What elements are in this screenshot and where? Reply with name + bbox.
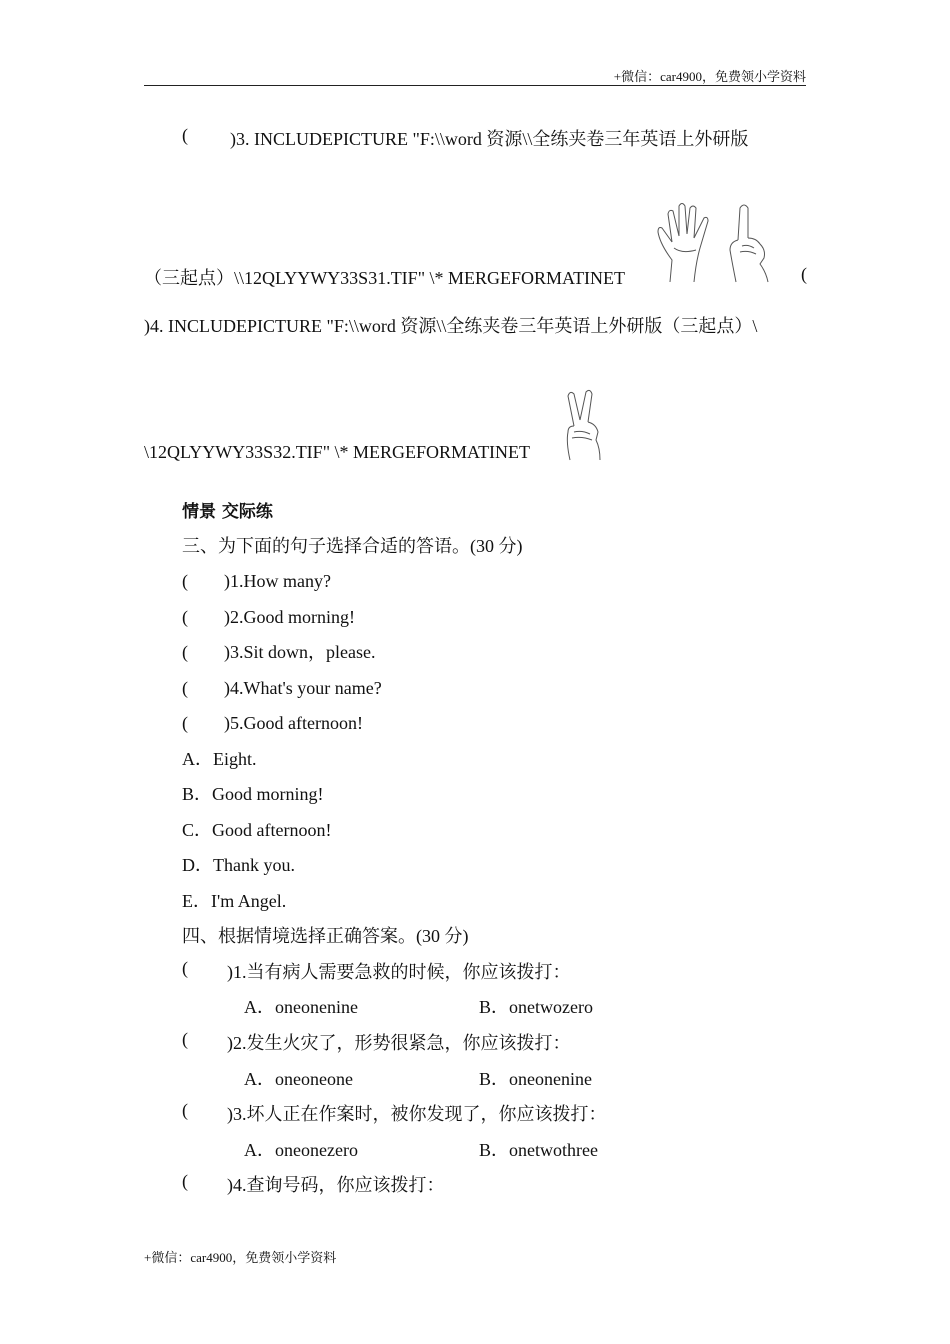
q3-line1: )3. INCLUDEPICTURE "F:\\word 资源\\全练夹卷三年英语上外研版 — [230, 129, 749, 149]
part3-question: ( )5.Good afternoon! — [182, 713, 363, 733]
part4-option-b: B．oneonenine — [479, 1069, 592, 1089]
part3-question: ( )3.Sit down，please. — [182, 642, 376, 662]
part4-heading: 四、根据情境选择正确答案。(30 分) — [182, 926, 469, 946]
part4-paren: ( — [182, 1100, 188, 1120]
part3-answer: C．Good afternoon! — [182, 820, 332, 840]
q4-line1: )4. INCLUDEPICTURE "F:\\word 资源\\全练夹卷三年英语上外研版（三起点）\ — [144, 316, 758, 336]
part4-option-a: A．oneoneone — [244, 1069, 353, 1089]
q3-line2: （三起点）\\12QLYYWY33S31.TIF" \* MERGEFORMATINET — [144, 268, 626, 288]
part3-question: ( )1.How many? — [182, 571, 331, 591]
part3-answer: D．Thank you. — [182, 855, 295, 875]
part3-heading: 三、为下面的句子选择合适的答语。(30 分) — [182, 536, 523, 556]
section-title: 情景 交际练 — [182, 502, 273, 522]
part3-answer: A．Eight. — [182, 749, 257, 769]
part4-option-a: A．oneonezero — [244, 1140, 358, 1160]
part4-option-b: B．onetwothree — [479, 1140, 598, 1160]
part4-paren: ( — [182, 1029, 188, 1049]
page-footer: +微信：car4900，免费领小学资料 — [144, 1250, 337, 1265]
part4-paren: ( — [182, 1171, 188, 1191]
part4-question: )1.当有病人需要急救的时候，你应该拨打： — [227, 962, 571, 982]
part3-answer: B．Good morning! — [182, 784, 324, 804]
hand-two-image — [560, 386, 608, 462]
part4-option-a: A．oneonenine — [244, 997, 358, 1017]
part3-answer: E．I'm Angel. — [182, 891, 287, 911]
part4-question: )2.发生火灾了，形势很紧急，你应该拨打： — [227, 1033, 571, 1053]
part3-question: ( )4.What's your name? — [182, 678, 382, 698]
q4-paren: ( — [801, 264, 807, 284]
part3-question: ( )2.Good morning! — [182, 607, 355, 627]
q3-paren: ( — [182, 125, 188, 145]
page-header: +微信：car4900，免费领小学资料 — [613, 69, 806, 84]
part4-paren: ( — [182, 958, 188, 978]
part4-question: )4.查询号码，你应该拨打： — [227, 1175, 445, 1195]
header-rule — [144, 85, 806, 86]
hand-six-image — [652, 198, 778, 284]
q4-line2: \12QLYYWY33S32.TIF" \* MERGEFORMATINET — [144, 442, 531, 462]
part4-question: )3.坏人正在作案时，被你发现了，你应该拨打： — [227, 1104, 607, 1124]
part4-option-b: B．onetwozero — [479, 997, 593, 1017]
